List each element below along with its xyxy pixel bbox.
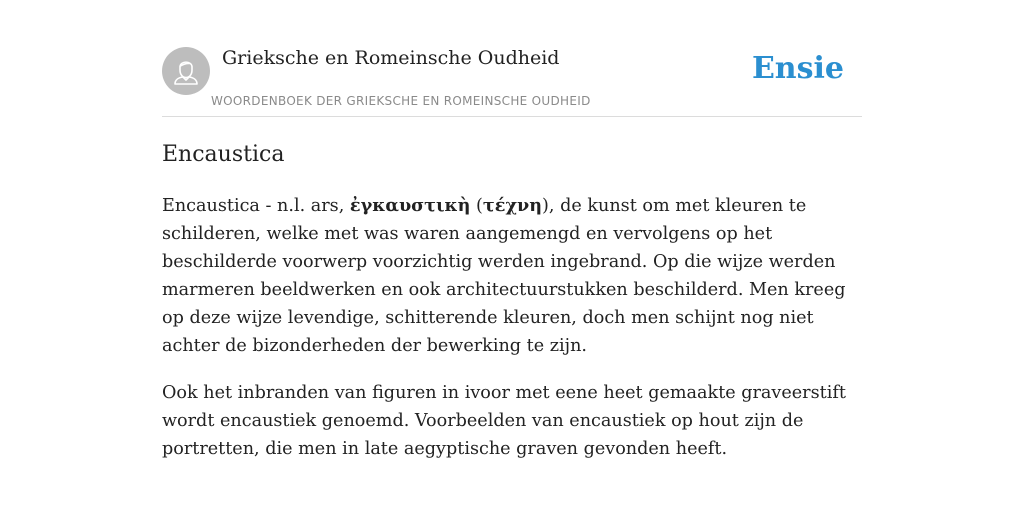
entry-text: ( — [470, 196, 483, 216]
user-avatar[interactable] — [162, 47, 210, 95]
site-subtitle: WOORDENBOEK DER GRIEKSCHE EN ROMEINSCHE OUDHEID — [211, 94, 591, 108]
entry-text: ), de kunst om met kleuren te schilderen, welke met was waren aangemengd en vervolgens op het beschilderde voorwerp voorzichtig werden ingebrand. Op die wijze werden marmeren beeldwerken en ook architectuurstukken beschilderd. Men kreeg op deze wijze levendige, schitterende kleuren, doch men schijnt nog niet achter de bizonderheden der bewerking te zijn. — [162, 196, 846, 356]
site-title[interactable]: Grieksche en Romeinsche Oudheid — [222, 47, 560, 69]
entry-title: Encaustica — [162, 142, 285, 167]
entry-paragraph — [162, 192, 862, 360]
ensie-logo[interactable]: Ensie — [751, 51, 844, 86]
header — [162, 46, 862, 117]
greek-term: τέχνη — [482, 195, 543, 216]
entry-paragraph: Ook het inbranden van figuren in ivoor met eene heet gemaakte graveerstift wordt encaustiek genoemd. Voorbeelden van encaustiek op hout zijn de portretten, die men in late aegyptische graven gevonden heeft. — [162, 383, 846, 459]
greek-term: ἐγκαυστικὴ — [349, 195, 471, 216]
user-icon — [162, 47, 210, 95]
entry-content — [162, 192, 862, 482]
entry-text: Encaustica - n.l. ars, — [162, 196, 350, 216]
